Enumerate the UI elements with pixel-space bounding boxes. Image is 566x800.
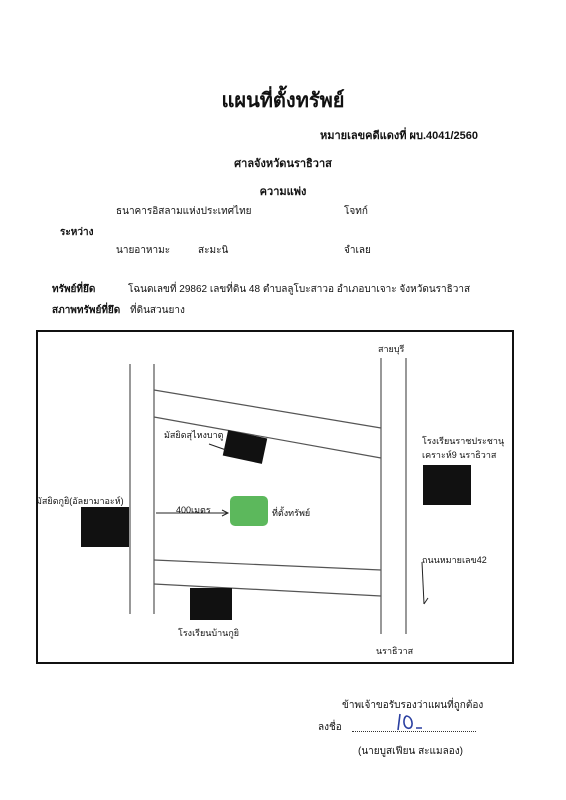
school-bottom-label: โรงเรียนบ้านกูยิ <box>178 628 240 638</box>
seized-label: ทรัพย์ที่ยึด <box>52 284 96 295</box>
mosque-top-block <box>223 430 268 464</box>
top-road-edge <box>154 390 381 428</box>
page-title: แผนที่ตั้งทรัพย์ <box>221 90 345 112</box>
case-type: ความแพ่ง <box>259 186 307 198</box>
signer-name: (นายบูสเฟียน สะแมลอง) <box>358 746 463 757</box>
condition-value: ที่ดินสวนยาง <box>130 305 185 316</box>
mosque-pointer-line <box>209 444 226 450</box>
defendant-first-name: นายอาหามะ <box>116 245 171 256</box>
court-name: ศาลจังหวัดนราธิวาส <box>234 158 332 170</box>
school-bottom-block <box>190 588 232 620</box>
school-right-label-line1: โรงเรียนราชประชานุ <box>422 436 505 446</box>
distance-label: 400เมตร <box>176 505 211 515</box>
plaintiff-name: ธนาคารอิสลามแห่งประเทศไทย <box>116 206 252 217</box>
bottom-road-label: นราธิวาส <box>376 646 414 656</box>
lower-side-road-edge-upper <box>154 560 381 570</box>
road-number-label: ถนนหมายเลข42 <box>422 555 487 565</box>
school-right-label-line2: เคราะห์9 นราธิวาส <box>422 450 497 460</box>
certification-statement: ข้าพเจ้าขอรับรองว่าแผนที่ถูกต้อง <box>342 700 484 711</box>
road-pointer-line <box>422 562 424 604</box>
case-number: หมายเลขคดีแดงที่ ผบ.4041/2560 <box>319 130 478 142</box>
school-right-block <box>423 465 471 505</box>
seized-value: โฉนดเลขที่ 29862 เลขที่ดิน 48 ตำบลลูโบะสาวอ อำเภอบาเจาะ จังหวัดนราธิวาส <box>128 284 471 295</box>
condition-label: สภาพทรัพย์ที่ยึด <box>52 305 121 316</box>
property-label: ที่ตั้งทรัพย์ <box>272 508 311 518</box>
between-label: ระหว่าง <box>60 227 94 238</box>
road-pointer-tip <box>424 598 428 604</box>
mosque-top-label: มัสยิดสุไหงบาตู <box>164 430 224 440</box>
plaintiff-role: โจทก์ <box>344 206 368 217</box>
signature-mark <box>392 710 432 734</box>
property-marker <box>230 496 268 526</box>
top-road-label: สายบุรี <box>378 344 405 354</box>
location-map <box>36 330 514 664</box>
mosque-left-block <box>81 507 129 547</box>
lower-side-road-edge-lower <box>154 584 381 596</box>
sign-label: ลงชื่อ <box>318 722 342 733</box>
mosque-left-label: มัสยิดกูยิ(อัลยามาอะห์) <box>36 496 124 506</box>
defendant-last-name: สะมะนิ <box>198 245 229 256</box>
defendant-role: จำเลย <box>344 245 371 256</box>
